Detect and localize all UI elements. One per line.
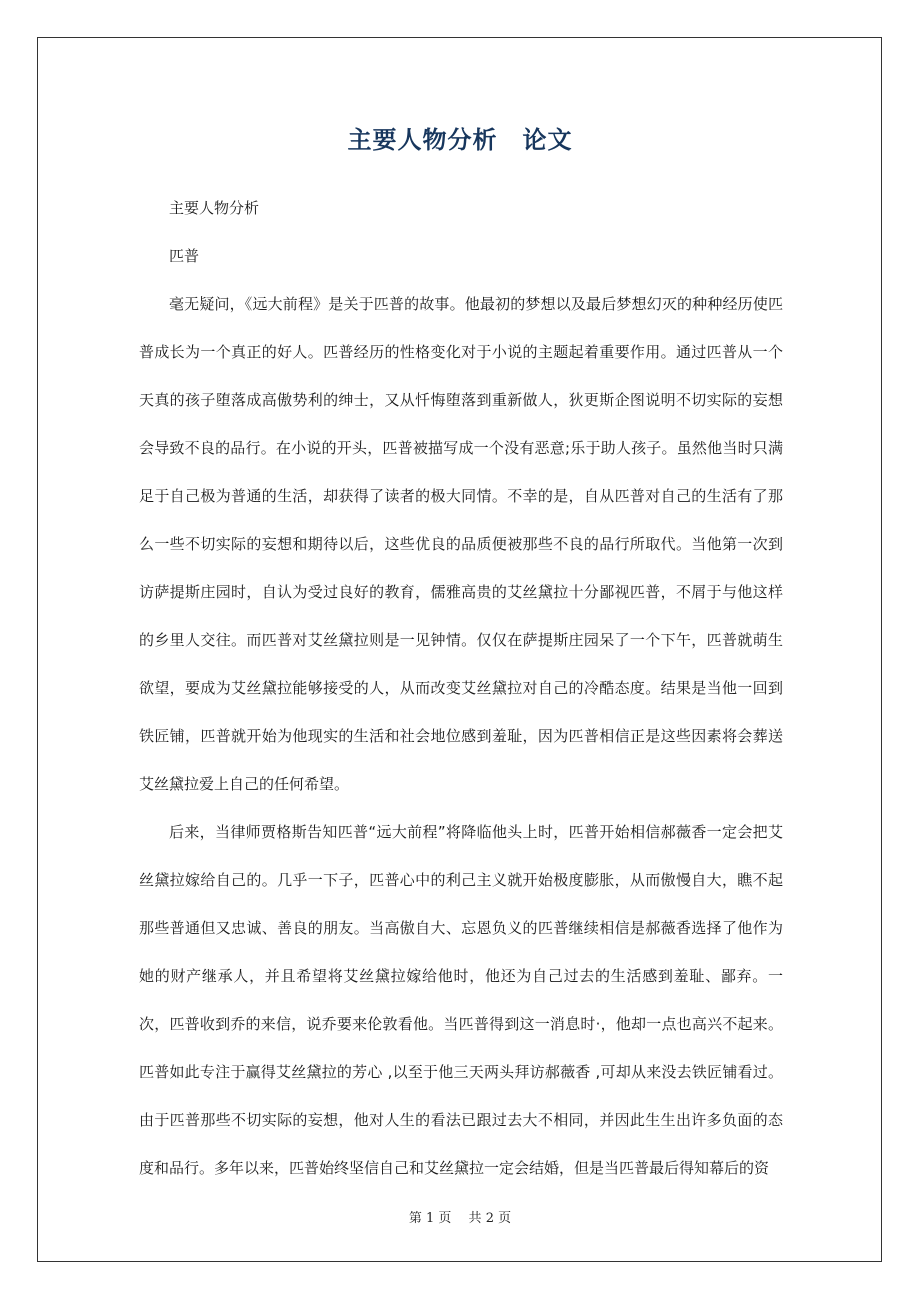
body-paragraph: 后来，当律师贾格斯告知匹普“远大前程”将降临他头上时，匹普开始相信郝薇香一定会把艾丝黛拉嫁给自己的。几乎一下子，匹普心中的利己主义就开始极度膨胀，从而傲慢自大，瞧不起那些普通但又忠诚、善良的朋友。当高傲自大、忘恩负义的匹普继续相信是郝薇香选择了他作为她的财产继承人，并且希望将艾丝黛拉嫁给他时，他还为自己过去的生活感到羞耻、鄙弃。一次，匹普收到乔的来信，说乔要来伦敦看他。当匹普得到这一消息时·，他却一点也高兴不起来。匹普如此专注于赢得艾丝黛拉的芳心 ,以至于他三天两头拜访郝薇香 ,可却从来没去铁匠铺看过。由于匹普那些不切实际的妄想，他对人生的看法已跟过去大不相同，并因此生生出许多负面的态度和品行。多年以来，匹普始终坚信自己和艾丝黛拉一定会结婚，但是当匹普最后得知幕后的资 <box>139 823 783 1177</box>
document-title: 主要人物分析 论文 <box>347 126 573 154</box>
document-body <box>139 184 783 1192</box>
section-heading: 主要人物分析 <box>169 199 260 217</box>
page-footer: 第 1 页 共 2 页 <box>408 1211 512 1226</box>
body-paragraph: 毫无疑问，《远大前程》是关于匹普的故事。他最初的梦想以及最后梦想幻灭的种种经历使匹普成长为一个真正的好人。匹普经历的性格变化对于小说的主题起着重要作用。通过匹普从一个天真的孩子堕落成高傲势利的绅士，又从忏悔堕落到重新做人，狄更斯企图说明不切实际的妄想会导致不良的品行。在小说的开头，匹普被描写成一个没有恶意;乐于助人孩子。虽然他当时只满足于自己极为普通的生活，却获得了读者的极大同情。不幸的是，自从匹普对自己的生活有了那么一些不切实际的妄想和期待以后，这些优良的品质便被那些不良的品行所取代。当他第一次到访萨提斯庄园时，自认为受过良好的教育，儒雅高贵的艾丝黛拉十分鄙视匹普，不屑于与他这样的乡里人交往。而匹普对艾丝黛拉则是一见钟情。仅仅在萨提斯庄园呆了一个下午，匹普就萌生欲望，要成为艾丝黛拉能够接受的人，从而改变艾丝黛拉对自己的冷酷态度。结果是当他一回到铁匠铺，匹普就开始为他现实的生活和社会地位感到羞耻，因为匹普相信正是这些因素将会葬送艾丝黛拉爱上自己的任何希望。 <box>139 295 783 793</box>
character-heading: 匹普 <box>169 247 200 265</box>
